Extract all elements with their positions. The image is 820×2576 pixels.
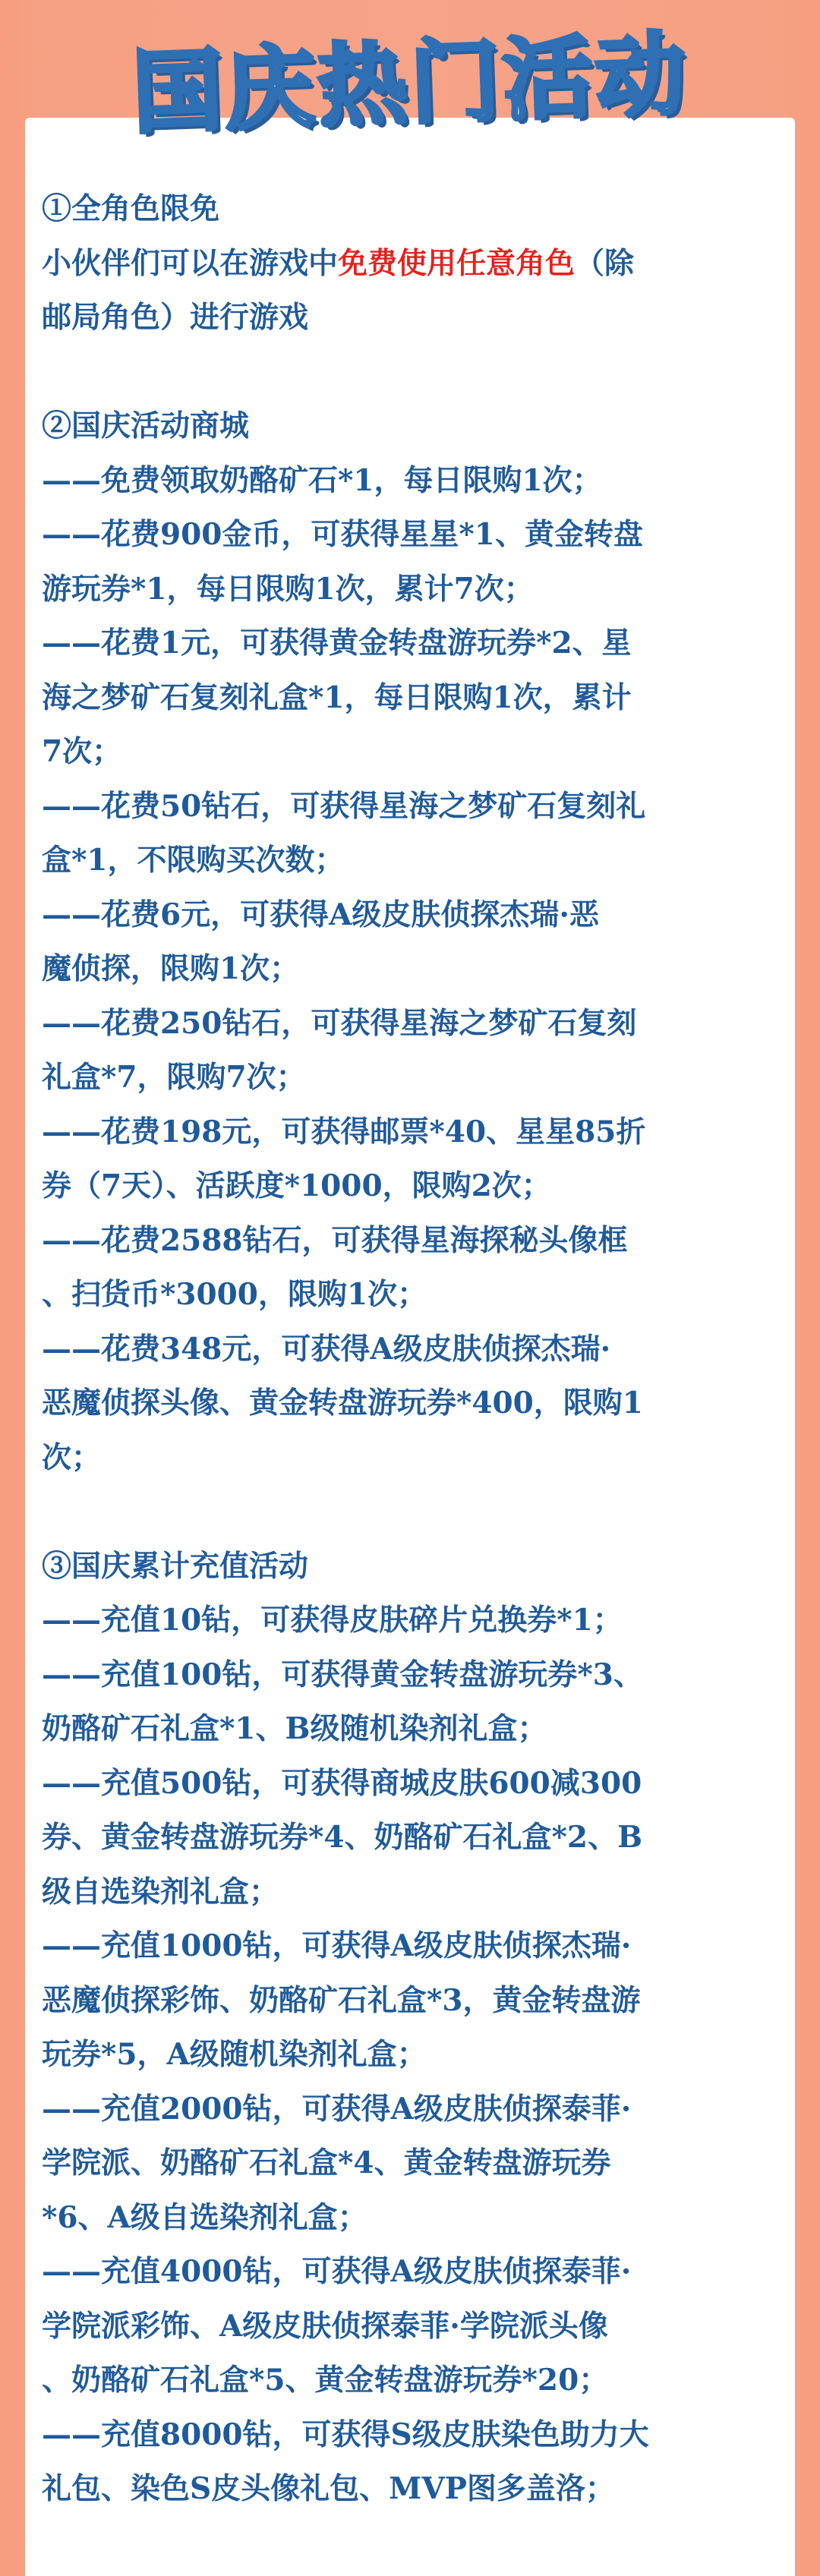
recharge-line: 学院派彩饰、A级皮肤侦探泰菲·学院派头像 [42,2308,608,2344]
section-heading-recharge: ③国庆累计充值活动 [42,1548,309,1584]
recharge-line: 、奶酪矿石礼盒*5、黄金转盘游玩券*20； [42,2363,609,2398]
recharge-line: 奶酪矿石礼盒*1、B级随机染剂礼盒； [42,1711,547,1746]
recharge-line: 学院派、奶酪矿石礼盒*4、黄金转盘游玩券 [42,2146,611,2180]
mall-line: ——花费6元，可获得A级皮肤侦探杰瑞·恶 [42,897,599,932]
mall-line: ——花费50钻石，可获得星海之梦矿石复刻礼 [42,788,646,824]
section-heading-mall: ②国庆活动商城 [42,408,250,443]
mall-line: 海之梦矿石复刻礼盒*1，每日限购1次，累计 [42,679,632,715]
mall-line: ——免费领取奶酪矿石*1，每日限购1次； [42,462,602,498]
header-banner [0,0,820,152]
recharge-line: 恶魔侦探彩饰、奶酪矿石礼盒*3，黄金转盘游 [42,1982,641,2018]
recharge-line: 礼包、染色S皮头像礼包、MVP图多盖洛； [42,2471,615,2506]
recharge-line: *6、A级自选染剂礼盒； [42,2199,367,2235]
mall-line: 次； [42,1439,102,1475]
mall-line: ——花费348元，可获得A级皮肤侦探杰瑞· [42,1331,611,1367]
highlight-text: 免费使用任意角色 [338,245,576,281]
recharge-line: ——充值500钻，可获得商城皮肤600减300 [42,1765,642,1801]
mall-line: 礼盒*7，限购7次； [42,1060,306,1095]
mall-line: 、扫货币*3000，限购1次； [42,1277,427,1312]
mall-line: 7次； [42,734,122,769]
recharge-line: ——充值1000钻，可获得A级皮肤侦探杰瑞· [42,1928,632,1963]
section-heading-free-roles: ①全角色限免 [42,191,220,226]
section-spacer [42,1485,786,1540]
mall-line: 恶魔侦探头像、黄金转盘游玩券*400，限购1 [42,1386,643,1420]
free-roles-text-line: 小伙伴们可以在游戏中免费使用任意角色（除 [42,245,635,281]
recharge-line: 级自选染剂礼盒； [42,1874,279,1909]
free-roles-text-line: 邮局角色）进行游戏 [42,300,309,335]
recharge-line: ——充值8000钻，可获得S级皮肤染色助力大 [42,2417,649,2452]
mall-line: 魔侦探，限购1次； [42,951,300,986]
recharge-line: ——充值4000钻，可获得A级皮肤侦探泰菲· [42,2254,632,2289]
activity-content [42,182,786,2517]
mall-line: ——花费250钻石，可获得星海之梦矿石复刻 [42,1005,637,1041]
recharge-line: ——充值100钻，可获得黄金转盘游玩券*3、 [42,1657,643,1692]
recharge-line: 券、黄金转盘游玩券*4、奶酪矿石礼盒*2、B [42,1820,643,1855]
mall-line: ——花费198元，可获得邮票*40、星星85折 [42,1114,646,1149]
recharge-line: ——充值10钻，可获得皮肤碎片兑换券*1； [42,1603,623,1638]
recharge-line: 玩券*5，A级随机染剂礼盒； [42,2037,427,2072]
mall-line: ——花费900金币，可获得星星*1、黄金转盘 [42,517,643,552]
recharge-line: ——充值2000钻，可获得A级皮肤侦探泰菲· [42,2091,632,2127]
mall-line: ——花费2588钻石，可获得星海探秘头像框 [42,1222,628,1258]
page-title: 国庆热门活动 [131,21,690,146]
section-spacer [42,345,786,400]
mall-line: ——花费1元，可获得黄金转盘游玩券*2、星 [42,626,632,661]
mall-line: 游玩券*1，每日限购1次，累计7次； [42,571,534,607]
mall-line: 盒*1，不限购买次数； [42,843,345,878]
mall-line: 券（7天）、活跃度*1000，限购2次； [42,1168,551,1203]
